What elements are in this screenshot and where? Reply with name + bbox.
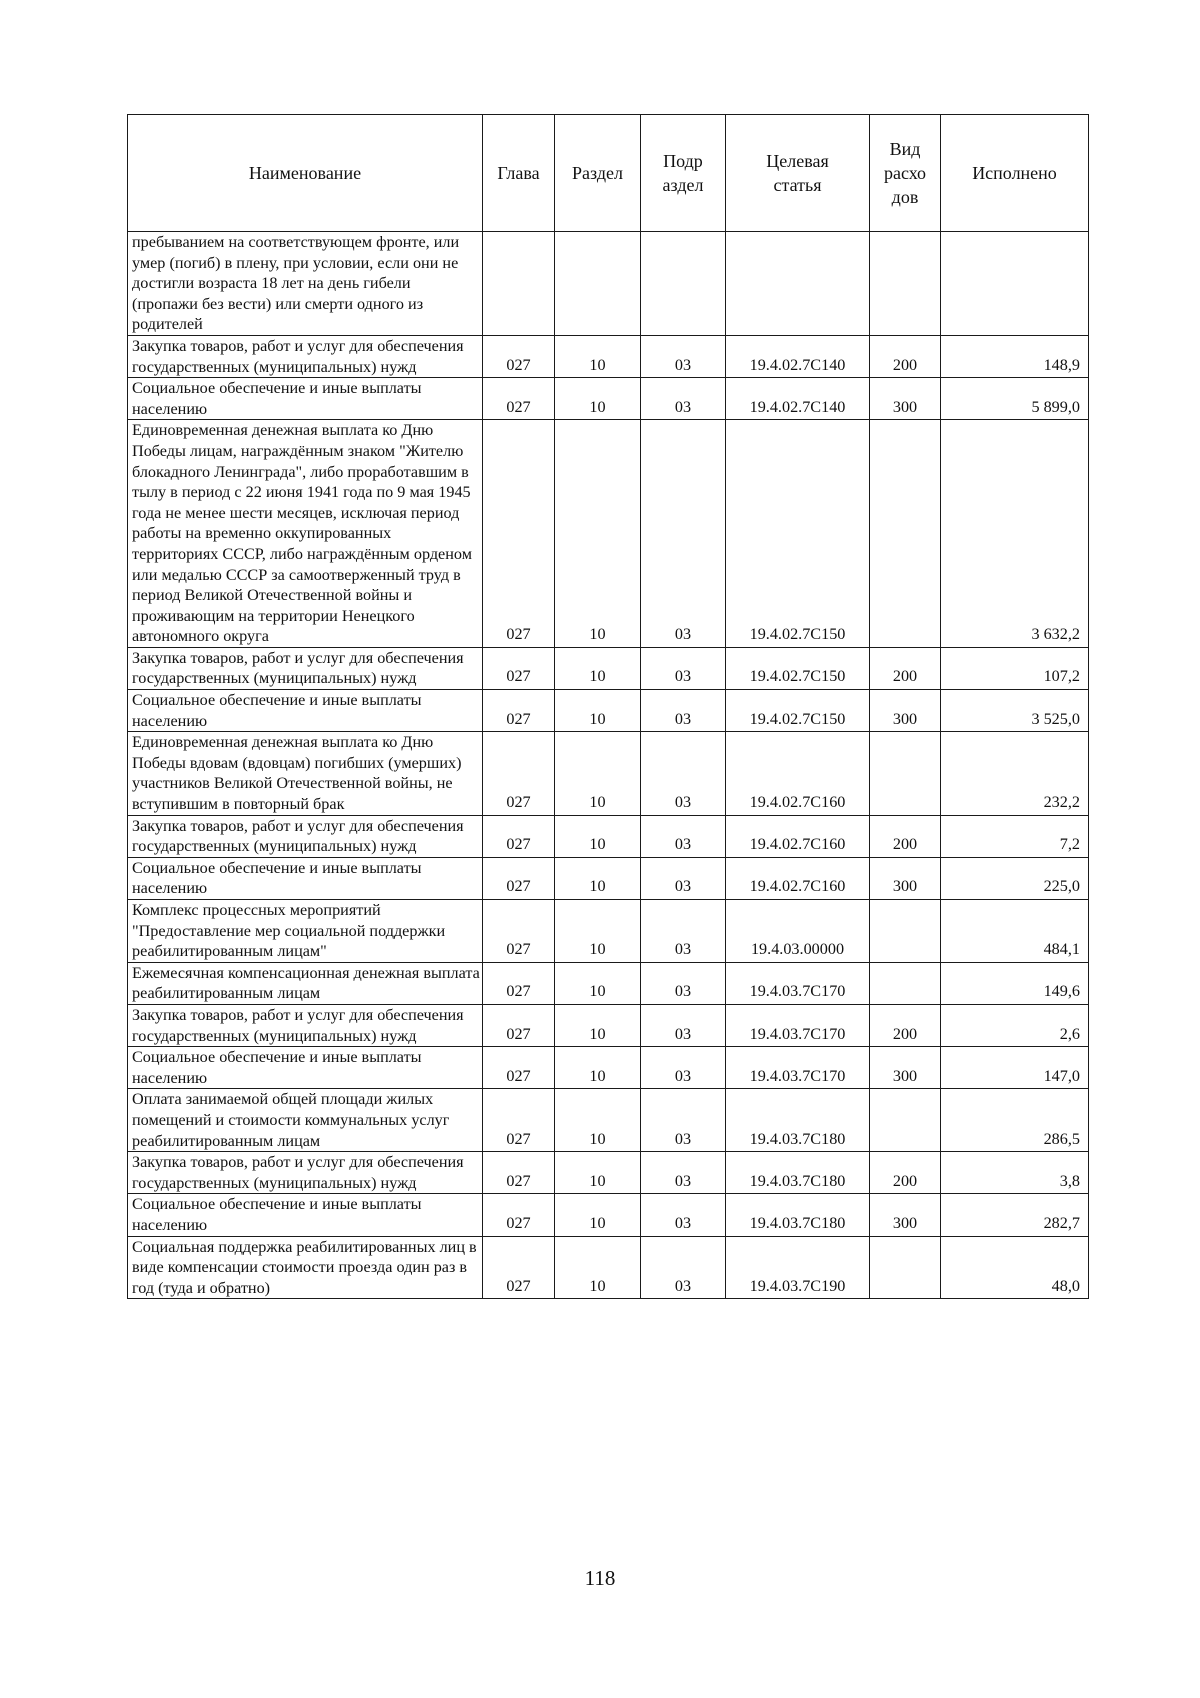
cell-subsection: 03 <box>641 1236 726 1299</box>
cell-subsection: 03 <box>641 690 726 732</box>
table-row <box>128 378 1089 420</box>
table-row <box>128 232 1089 336</box>
cell-name: Закупка товаров, работ и услуг для обеспечения государственных (муниципальных) нужд <box>128 1152 483 1194</box>
cell-section: 10 <box>555 335 641 377</box>
cell-name: Закупка товаров, работ и услуг для обеспечения государственных (муниципальных) нужд <box>128 335 483 377</box>
table-row <box>128 335 1089 377</box>
table-row <box>128 857 1089 899</box>
cell-target-article: 19.4.02.7С160 <box>726 815 870 857</box>
cell-expense-type: 300 <box>870 1047 941 1089</box>
cell-chapter: 027 <box>483 378 555 420</box>
cell-chapter: 027 <box>483 1004 555 1046</box>
cell-chapter: 027 <box>483 1047 555 1089</box>
cell-executed: 107,2 <box>941 647 1089 689</box>
cell-target-article: 19.4.03.7С180 <box>726 1194 870 1236</box>
cell-target-article: 19.4.02.7С150 <box>726 647 870 689</box>
cell-name: Единовременная денежная выплата ко Дню Победы лицам, награждённым знаком "Жителю блокадного Ленинграда", либо проработавшим в тылу в период с 22 июня 1941 года по 9 мая 1945 года не менее шести месяцев, исключая период работы на временно оккупированных территориях СССР, либо награждённым орденом или медалью СССР за самоотверженный труд в период Великой Отечественной войны и проживающим на территории Ненецкого автономного округа <box>128 420 483 648</box>
cell-section: 10 <box>555 1194 641 1236</box>
cell-section: 10 <box>555 815 641 857</box>
cell-executed <box>941 232 1089 336</box>
cell-name: Закупка товаров, работ и услуг для обеспечения государственных (муниципальных) нужд <box>128 815 483 857</box>
cell-executed: 484,1 <box>941 900 1089 963</box>
cell-expense-type <box>870 900 941 963</box>
cell-chapter: 027 <box>483 1089 555 1152</box>
table-row <box>128 1004 1089 1046</box>
header-name: Наименование <box>128 115 483 232</box>
cell-expense-type: 200 <box>870 1004 941 1046</box>
table-row <box>128 1047 1089 1089</box>
cell-section: 10 <box>555 1047 641 1089</box>
cell-executed: 3 525,0 <box>941 690 1089 732</box>
cell-subsection: 03 <box>641 335 726 377</box>
cell-chapter: 027 <box>483 900 555 963</box>
cell-subsection: 03 <box>641 1047 726 1089</box>
cell-subsection: 03 <box>641 1152 726 1194</box>
cell-chapter: 027 <box>483 732 555 815</box>
cell-target-article: 19.4.03.7С170 <box>726 1047 870 1089</box>
header-subsection: Подр аздел <box>641 115 726 232</box>
cell-subsection: 03 <box>641 1089 726 1152</box>
cell-chapter: 027 <box>483 815 555 857</box>
cell-section: 10 <box>555 647 641 689</box>
cell-executed: 225,0 <box>941 857 1089 899</box>
cell-name: Закупка товаров, работ и услуг для обеспечения государственных (муниципальных) нужд <box>128 647 483 689</box>
cell-executed: 282,7 <box>941 1194 1089 1236</box>
cell-section: 10 <box>555 900 641 963</box>
cell-target-article: 19.4.03.7С190 <box>726 1236 870 1299</box>
cell-executed: 3,8 <box>941 1152 1089 1194</box>
table-row <box>128 900 1089 963</box>
cell-section: 10 <box>555 962 641 1004</box>
header-executed: Исполнено <box>941 115 1089 232</box>
cell-executed: 148,9 <box>941 335 1089 377</box>
table-row <box>128 647 1089 689</box>
cell-target-article: 19.4.03.7С180 <box>726 1089 870 1152</box>
cell-subsection: 03 <box>641 732 726 815</box>
cell-subsection: 03 <box>641 1194 726 1236</box>
cell-expense-type <box>870 962 941 1004</box>
cell-subsection: 03 <box>641 857 726 899</box>
cell-name: Социальное обеспечение и иные выплаты населению <box>128 378 483 420</box>
page-number: 118 <box>584 1566 616 1590</box>
cell-executed: 232,2 <box>941 732 1089 815</box>
cell-chapter: 027 <box>483 647 555 689</box>
cell-section: 10 <box>555 378 641 420</box>
header-expense-type: Вид расхо дов <box>870 115 941 232</box>
cell-executed: 149,6 <box>941 962 1089 1004</box>
cell-name: Социальная поддержка реабилитированных лиц в виде компенсации стоимости проезда один раз в год (туда и обратно) <box>128 1236 483 1299</box>
cell-executed: 7,2 <box>941 815 1089 857</box>
cell-expense-type <box>870 232 941 336</box>
table-row <box>128 1194 1089 1236</box>
table-row <box>128 420 1089 648</box>
cell-target-article: 19.4.03.7С170 <box>726 1004 870 1046</box>
cell-name: Оплата занимаемой общей площади жилых помещений и стоимости коммунальных услуг реабилитированным лицам <box>128 1089 483 1152</box>
cell-name: Социальное обеспечение и иные выплаты населению <box>128 690 483 732</box>
table-row <box>128 690 1089 732</box>
cell-subsection: 03 <box>641 815 726 857</box>
cell-chapter: 027 <box>483 1236 555 1299</box>
cell-section <box>555 232 641 336</box>
cell-name: Социальное обеспечение и иные выплаты населению <box>128 1194 483 1236</box>
cell-target-article: 19.4.02.7С150 <box>726 690 870 732</box>
cell-name: Комплекс процессных мероприятий "Предоставление мер социальной поддержки реабилитированным лицам" <box>128 900 483 963</box>
cell-expense-type: 300 <box>870 690 941 732</box>
cell-chapter: 027 <box>483 335 555 377</box>
cell-section: 10 <box>555 1089 641 1152</box>
cell-chapter <box>483 232 555 336</box>
cell-target-article: 19.4.03.7С180 <box>726 1152 870 1194</box>
header-section: Раздел <box>555 115 641 232</box>
cell-expense-type <box>870 420 941 648</box>
cell-section: 10 <box>555 420 641 648</box>
cell-section: 10 <box>555 1004 641 1046</box>
table-row <box>128 962 1089 1004</box>
cell-executed: 5 899,0 <box>941 378 1089 420</box>
cell-chapter: 027 <box>483 962 555 1004</box>
cell-chapter: 027 <box>483 690 555 732</box>
header-row <box>128 115 1089 232</box>
header-chapter: Глава <box>483 115 555 232</box>
cell-subsection: 03 <box>641 1004 726 1046</box>
cell-executed: 3 632,2 <box>941 420 1089 648</box>
cell-subsection: 03 <box>641 647 726 689</box>
cell-target-article: 19.4.02.7С140 <box>726 335 870 377</box>
table-row <box>128 1152 1089 1194</box>
cell-expense-type: 300 <box>870 857 941 899</box>
cell-target-article: 19.4.03.7С170 <box>726 962 870 1004</box>
cell-expense-type <box>870 1089 941 1152</box>
cell-target-article: 19.4.02.7С140 <box>726 378 870 420</box>
cell-expense-type: 200 <box>870 815 941 857</box>
cell-section: 10 <box>555 1152 641 1194</box>
cell-executed: 147,0 <box>941 1047 1089 1089</box>
cell-expense-type: 300 <box>870 378 941 420</box>
cell-expense-type <box>870 732 941 815</box>
cell-subsection: 03 <box>641 420 726 648</box>
cell-target-article: 19.4.03.00000 <box>726 900 870 963</box>
cell-name: Единовременная денежная выплата ко Дню Победы вдовам (вдовцам) погибших (умерших) участников Великой Отечественной войны, не вступившим в повторный брак <box>128 732 483 815</box>
cell-expense-type: 200 <box>870 1152 941 1194</box>
cell-name: пребыванием на соответствующем фронте, или умер (погиб) в плену, при условии, если они не достигли возраста 18 лет на день гибели (пропажи без вести) или смерти одного из родителей <box>128 232 483 336</box>
cell-expense-type: 300 <box>870 1194 941 1236</box>
table-row <box>128 1089 1089 1152</box>
cell-chapter: 027 <box>483 1194 555 1236</box>
cell-chapter: 027 <box>483 420 555 648</box>
cell-subsection <box>641 232 726 336</box>
cell-subsection: 03 <box>641 378 726 420</box>
table-row <box>128 732 1089 815</box>
table-row <box>128 1236 1089 1299</box>
budget-table <box>127 114 1089 1299</box>
cell-chapter: 027 <box>483 1152 555 1194</box>
cell-executed: 286,5 <box>941 1089 1089 1152</box>
cell-target-article: 19.4.02.7С160 <box>726 857 870 899</box>
cell-name: Социальное обеспечение и иные выплаты населению <box>128 1047 483 1089</box>
cell-expense-type <box>870 1236 941 1299</box>
cell-executed: 48,0 <box>941 1236 1089 1299</box>
cell-name: Ежемесячная компенсационная денежная выплата реабилитированным лицам <box>128 962 483 1004</box>
table-row <box>128 815 1089 857</box>
cell-name: Закупка товаров, работ и услуг для обеспечения государственных (муниципальных) нужд <box>128 1004 483 1046</box>
cell-subsection: 03 <box>641 900 726 963</box>
cell-expense-type: 200 <box>870 335 941 377</box>
cell-executed: 2,6 <box>941 1004 1089 1046</box>
cell-name: Социальное обеспечение и иные выплаты населению <box>128 857 483 899</box>
cell-section: 10 <box>555 857 641 899</box>
cell-target-article: 19.4.02.7С160 <box>726 732 870 815</box>
cell-expense-type: 200 <box>870 647 941 689</box>
cell-target-article <box>726 232 870 336</box>
cell-chapter: 027 <box>483 857 555 899</box>
cell-section: 10 <box>555 732 641 815</box>
cell-subsection: 03 <box>641 962 726 1004</box>
header-target-article: Целевая статья <box>726 115 870 232</box>
cell-target-article: 19.4.02.7С150 <box>726 420 870 648</box>
cell-section: 10 <box>555 1236 641 1299</box>
cell-section: 10 <box>555 690 641 732</box>
